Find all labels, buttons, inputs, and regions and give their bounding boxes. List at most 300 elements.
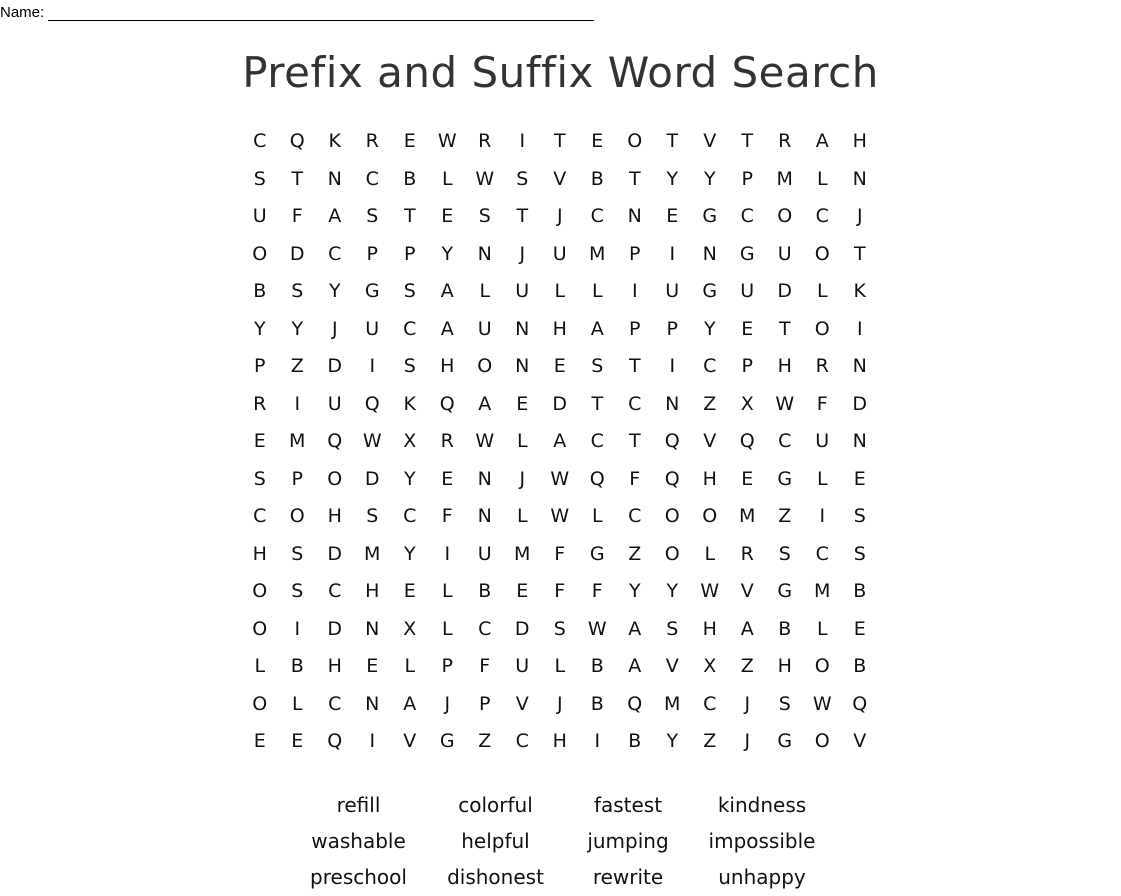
grid-letter: I: [819, 505, 826, 527]
word-list-item: helpful: [461, 829, 530, 853]
grid-letter: N: [852, 167, 867, 190]
grid-letter: G: [702, 280, 718, 302]
grid-letter: S: [366, 505, 379, 527]
grid-letter: L: [441, 617, 453, 640]
grid-letter: D: [327, 355, 343, 377]
word-list-item: jumping: [587, 829, 669, 853]
grid-letter: I: [631, 280, 638, 302]
grid-letter: F: [554, 580, 566, 602]
grid-letter: L: [816, 167, 828, 190]
grid-letter: A: [628, 617, 642, 640]
grid-letter: P: [479, 692, 491, 715]
grid-letter: G: [777, 580, 793, 602]
grid-letter: S: [666, 617, 679, 640]
grid-letter: H: [440, 355, 455, 377]
grid-letter: G: [777, 467, 793, 490]
grid-letter: Q: [439, 392, 455, 415]
grid-letter: L: [441, 167, 453, 190]
grid-letter: Y: [703, 167, 716, 190]
grid-letter: S: [253, 467, 266, 490]
grid-letter: Z: [778, 505, 792, 527]
grid-letter: P: [666, 317, 678, 340]
grid-letter: Q: [327, 730, 343, 752]
grid-letter: P: [441, 655, 453, 677]
word-list-item: colorful: [458, 793, 533, 817]
grid-letter: B: [253, 280, 267, 302]
grid-letter: Y: [441, 242, 454, 265]
grid-letter: Z: [290, 355, 304, 377]
grid-letter: Q: [589, 467, 605, 490]
grid-letter: C: [403, 317, 417, 340]
grid-letter: C: [328, 692, 342, 715]
grid-letter: H: [365, 580, 380, 602]
grid-letter: N: [327, 167, 342, 190]
grid-letter: S: [591, 355, 604, 377]
grid-letter: E: [553, 355, 566, 377]
grid-letter: O: [664, 542, 680, 565]
grid-letter: N: [627, 205, 642, 227]
grid-letter: X: [403, 430, 417, 452]
grid-letter: R: [478, 130, 492, 152]
grid-letter: R: [815, 355, 829, 377]
grid-letter: E: [516, 580, 529, 602]
grid-letter: H: [552, 317, 567, 340]
grid-letter: B: [590, 167, 604, 190]
grid-letter: J: [856, 205, 863, 227]
grid-letter: E: [253, 730, 266, 752]
grid-letter: H: [252, 542, 267, 565]
grid-letter: B: [478, 580, 492, 602]
grid-letter: W: [587, 617, 607, 640]
grid-letter: U: [477, 317, 492, 340]
word-list: [290, 787, 832, 895]
grid-letter: C: [403, 505, 417, 527]
grid-letter: N: [515, 317, 530, 340]
grid-letter: M: [289, 430, 306, 452]
grid-letter: P: [291, 467, 303, 490]
grid-letter: E: [441, 205, 454, 227]
grid-letter: F: [554, 542, 566, 565]
grid-letter: Z: [740, 655, 754, 677]
grid-letter: M: [739, 505, 756, 527]
grid-row: [241, 536, 879, 574]
grid-letter: O: [289, 505, 305, 527]
grid-letter: V: [740, 580, 754, 602]
grid-letter: S: [853, 505, 866, 527]
grid-letter: D: [777, 280, 793, 302]
grid-letter: Z: [703, 392, 717, 415]
grid-letter: S: [291, 280, 304, 302]
grid-row: [241, 723, 879, 761]
grid-letter: E: [741, 317, 754, 340]
grid-letter: F: [441, 505, 453, 527]
grid-letter: A: [328, 205, 342, 227]
grid-letter: D: [327, 617, 343, 640]
grid-letter: V: [553, 167, 567, 190]
grid-letter: O: [477, 355, 493, 377]
grid-letter: Y: [666, 580, 679, 602]
grid-letter: E: [741, 467, 754, 490]
grid-letter: S: [553, 617, 566, 640]
grid-letter: C: [815, 205, 829, 227]
grid-letter: C: [703, 355, 717, 377]
grid-letter: P: [404, 242, 416, 265]
grid-letter: M: [664, 692, 681, 715]
grid-letter: O: [814, 317, 830, 340]
word-list-item: refill: [336, 793, 381, 817]
grid-letter: J: [556, 205, 563, 227]
grid-letter: W: [475, 167, 495, 190]
grid-letter: A: [553, 430, 567, 452]
grid-letter: I: [856, 317, 863, 340]
grid-letter: J: [744, 692, 751, 715]
grid-letter: B: [628, 730, 642, 752]
grid-letter: T: [628, 430, 641, 452]
grid-letter: O: [702, 505, 718, 527]
grid-letter: F: [479, 655, 491, 677]
grid-row: [241, 611, 879, 649]
grid-letter: D: [364, 467, 380, 490]
grid-letter: I: [294, 617, 301, 640]
grid-letter: F: [291, 205, 303, 227]
grid-letter: I: [369, 355, 376, 377]
grid-letter: P: [741, 355, 753, 377]
grid-letter: P: [629, 242, 641, 265]
grid-letter: L: [816, 280, 828, 302]
grid-letter: U: [477, 542, 492, 565]
grid-letter: S: [478, 205, 491, 227]
grid-letter: P: [741, 167, 753, 190]
grid-letter: W: [475, 430, 495, 452]
word-list-item: unhappy: [718, 865, 806, 889]
grid-letter: P: [629, 317, 641, 340]
word-list-item: preschool: [310, 865, 407, 889]
grid-letter: J: [556, 692, 563, 715]
grid-letter: E: [441, 467, 454, 490]
grid-letter: N: [852, 355, 867, 377]
grid-letter: V: [703, 130, 717, 152]
grid-row: [241, 461, 879, 499]
grid-letter: I: [669, 355, 676, 377]
grid-row: [241, 648, 879, 686]
grid-letter: J: [519, 467, 526, 490]
grid-letter: E: [403, 130, 416, 152]
grid-letter: C: [590, 205, 604, 227]
grid-letter: K: [403, 392, 416, 415]
grid-letter: L: [516, 505, 528, 527]
grid-letter: Z: [628, 542, 642, 565]
grid-letter: Y: [328, 280, 341, 302]
grid-letter: I: [669, 242, 676, 265]
grid-letter: R: [778, 130, 792, 152]
grid-letter: T: [628, 355, 641, 377]
grid-letter: B: [403, 167, 417, 190]
grid-letter: L: [404, 655, 416, 677]
grid-letter: C: [628, 505, 642, 527]
grid-letter: P: [366, 242, 378, 265]
grid-letter: T: [628, 167, 641, 190]
grid-letter: Q: [664, 467, 680, 490]
grid-letter: T: [778, 317, 791, 340]
grid-letter: Q: [327, 430, 343, 452]
grid-letter: S: [366, 205, 379, 227]
grid-letter: O: [627, 130, 643, 152]
grid-letter: S: [253, 167, 266, 190]
word-list-item: fastest: [593, 793, 663, 817]
grid-letter: T: [291, 167, 304, 190]
grid-letter: Q: [627, 692, 643, 715]
grid-letter: L: [591, 280, 603, 302]
grid-letter: H: [777, 655, 792, 677]
grid-letter: S: [516, 167, 529, 190]
grid-letter: Y: [628, 580, 641, 602]
grid-letter: Q: [289, 130, 305, 152]
grid-letter: S: [403, 355, 416, 377]
grid-letter: H: [702, 617, 717, 640]
grid-letter: O: [252, 242, 268, 265]
grid-letter: H: [702, 467, 717, 490]
grid-letter: O: [814, 730, 830, 752]
grid-letter: Y: [666, 730, 679, 752]
grid-letter: E: [853, 617, 866, 640]
grid-row: [241, 311, 879, 349]
grid-letter: L: [254, 655, 266, 677]
grid-letter: L: [554, 280, 566, 302]
grid-letter: C: [253, 130, 267, 152]
grid-letter: C: [253, 505, 267, 527]
grid-letter: V: [665, 655, 679, 677]
grid-letter: L: [591, 505, 603, 527]
grid-letter: S: [291, 580, 304, 602]
grid-letter: C: [778, 430, 792, 452]
grid-letter: Y: [403, 542, 416, 565]
grid-letter: X: [740, 392, 754, 415]
grid-letter: C: [478, 617, 492, 640]
grid-letter: B: [853, 580, 867, 602]
grid-row: [241, 123, 879, 161]
grid-letter: Y: [291, 317, 304, 340]
grid-letter: O: [252, 617, 268, 640]
grid-letter: W: [775, 392, 795, 415]
grid-letter: G: [589, 542, 605, 565]
grid-letter: N: [365, 692, 380, 715]
grid-letter: N: [515, 355, 530, 377]
grid-letter: Z: [478, 730, 492, 752]
grid-letter: H: [327, 505, 342, 527]
grid-letter: P: [254, 355, 266, 377]
grid-letter: U: [665, 280, 680, 302]
grid-letter: M: [589, 242, 606, 265]
grid-letter: B: [590, 692, 604, 715]
grid-letter: M: [514, 542, 531, 565]
grid-letter: L: [291, 692, 303, 715]
name-field: [0, 4, 594, 21]
word-list-item: rewrite: [592, 865, 664, 889]
grid-letter: B: [853, 655, 867, 677]
grid-letter: H: [552, 730, 567, 752]
grid-letter: B: [590, 655, 604, 677]
grid-row: [241, 423, 879, 461]
grid-letter: E: [403, 580, 416, 602]
grid-letter: O: [777, 205, 793, 227]
grid-row: [241, 386, 879, 424]
word-list-item: dishonest: [447, 865, 544, 889]
grid-letter: D: [514, 617, 530, 640]
grid-letter: D: [327, 542, 343, 565]
grid-letter: S: [853, 542, 866, 565]
grid-letter: S: [291, 542, 304, 565]
grid-letter: T: [553, 130, 566, 152]
grid-letter: Y: [403, 467, 416, 490]
grid-letter: O: [814, 655, 830, 677]
grid-letter: F: [629, 467, 641, 490]
grid-letter: N: [665, 392, 680, 415]
grid-letter: V: [703, 430, 717, 452]
grid-letter: X: [703, 655, 717, 677]
grid-letter: L: [816, 617, 828, 640]
grid-letter: N: [477, 242, 492, 265]
grid-letter: I: [519, 130, 526, 152]
grid-letter: E: [853, 467, 866, 490]
grid-letter: Y: [253, 317, 266, 340]
grid-letter: L: [704, 542, 716, 565]
grid-letter: M: [814, 580, 831, 602]
grid-letter: C: [328, 242, 342, 265]
grid-letter: R: [253, 392, 267, 415]
grid-letter: W: [812, 692, 832, 715]
grid-letter: R: [440, 430, 454, 452]
name-blank-line: [48, 5, 594, 21]
grid-letter: I: [594, 730, 601, 752]
grid-letter: N: [852, 430, 867, 452]
grid-letter: C: [365, 167, 379, 190]
grid-letter: A: [440, 317, 454, 340]
grid-letter: G: [439, 730, 455, 752]
grid-letter: G: [777, 730, 793, 752]
grid-letter: A: [403, 692, 417, 715]
grid-letter: V: [515, 692, 529, 715]
grid-letter: Q: [664, 430, 680, 452]
letter-grid: [241, 123, 879, 761]
grid-letter: T: [741, 130, 754, 152]
grid-row: [241, 236, 879, 274]
grid-letter: F: [591, 580, 603, 602]
grid-letter: O: [664, 505, 680, 527]
grid-letter: A: [478, 392, 492, 415]
grid-letter: C: [590, 430, 604, 452]
grid-row: [241, 686, 879, 724]
grid-letter: Q: [364, 392, 380, 415]
grid-letter: W: [550, 505, 570, 527]
grid-letter: T: [666, 130, 679, 152]
grid-letter: U: [365, 317, 380, 340]
grid-letter: W: [550, 467, 570, 490]
grid-row: [241, 573, 879, 611]
grid-letter: C: [515, 730, 529, 752]
word-list-item: kindness: [717, 793, 807, 817]
grid-letter: H: [327, 655, 342, 677]
grid-letter: U: [552, 242, 567, 265]
grid-row: [241, 273, 879, 311]
grid-letter: U: [815, 430, 830, 452]
grid-letter: Q: [852, 692, 868, 715]
grid-letter: R: [740, 542, 754, 565]
grid-letter: H: [852, 130, 867, 152]
grid-row: [241, 498, 879, 536]
grid-letter: N: [477, 467, 492, 490]
grid-letter: V: [403, 730, 417, 752]
grid-letter: G: [702, 205, 718, 227]
grid-letter: V: [853, 730, 867, 752]
grid-letter: I: [444, 542, 451, 565]
grid-letter: T: [516, 205, 529, 227]
grid-letter: M: [776, 167, 793, 190]
grid-letter: A: [590, 317, 604, 340]
grid-letter: S: [403, 280, 416, 302]
grid-letter: C: [328, 580, 342, 602]
grid-letter: H: [777, 355, 792, 377]
grid-letter: J: [519, 242, 526, 265]
grid-letter: J: [444, 692, 451, 715]
grid-letter: G: [364, 280, 380, 302]
grid-letter: J: [744, 730, 751, 752]
grid-letter: N: [477, 505, 492, 527]
grid-letter: X: [403, 617, 417, 640]
word-list-item: washable: [311, 829, 406, 853]
grid-letter: O: [252, 580, 268, 602]
grid-letter: R: [365, 130, 379, 152]
grid-letter: W: [700, 580, 720, 602]
grid-letter: T: [403, 205, 416, 227]
grid-letter: U: [327, 392, 342, 415]
grid-letter: U: [252, 205, 267, 227]
grid-letter: W: [362, 430, 382, 452]
grid-letter: E: [516, 392, 529, 415]
word-list-item: impossible: [708, 829, 816, 853]
grid-letter: L: [441, 580, 453, 602]
grid-letter: U: [515, 280, 530, 302]
grid-letter: U: [777, 242, 792, 265]
grid-letter: D: [289, 242, 305, 265]
grid-letter: A: [628, 655, 642, 677]
grid-letter: G: [739, 242, 755, 265]
grid-row: [241, 348, 879, 386]
grid-letter: C: [815, 542, 829, 565]
grid-letter: T: [853, 242, 866, 265]
grid-row: [241, 161, 879, 199]
grid-letter: K: [328, 130, 341, 152]
grid-letter: C: [740, 205, 754, 227]
grid-letter: O: [327, 467, 343, 490]
grid-letter: Y: [703, 317, 716, 340]
grid-letter: W: [437, 130, 457, 152]
page-title: Prefix and Suffix Word Search: [242, 48, 879, 97]
grid-letter: O: [252, 692, 268, 715]
grid-letter: E: [591, 130, 604, 152]
grid-letter: L: [816, 467, 828, 490]
grid-letter: D: [852, 392, 868, 415]
grid-letter: S: [778, 692, 791, 715]
name-label: Name:: [0, 4, 45, 21]
grid-letter: Y: [666, 167, 679, 190]
grid-letter: D: [552, 392, 568, 415]
grid-letter: E: [666, 205, 679, 227]
grid-letter: T: [591, 392, 604, 415]
grid-letter: U: [740, 280, 755, 302]
grid-letter: L: [479, 280, 491, 302]
grid-letter: Q: [739, 430, 755, 452]
grid-letter: E: [291, 730, 304, 752]
